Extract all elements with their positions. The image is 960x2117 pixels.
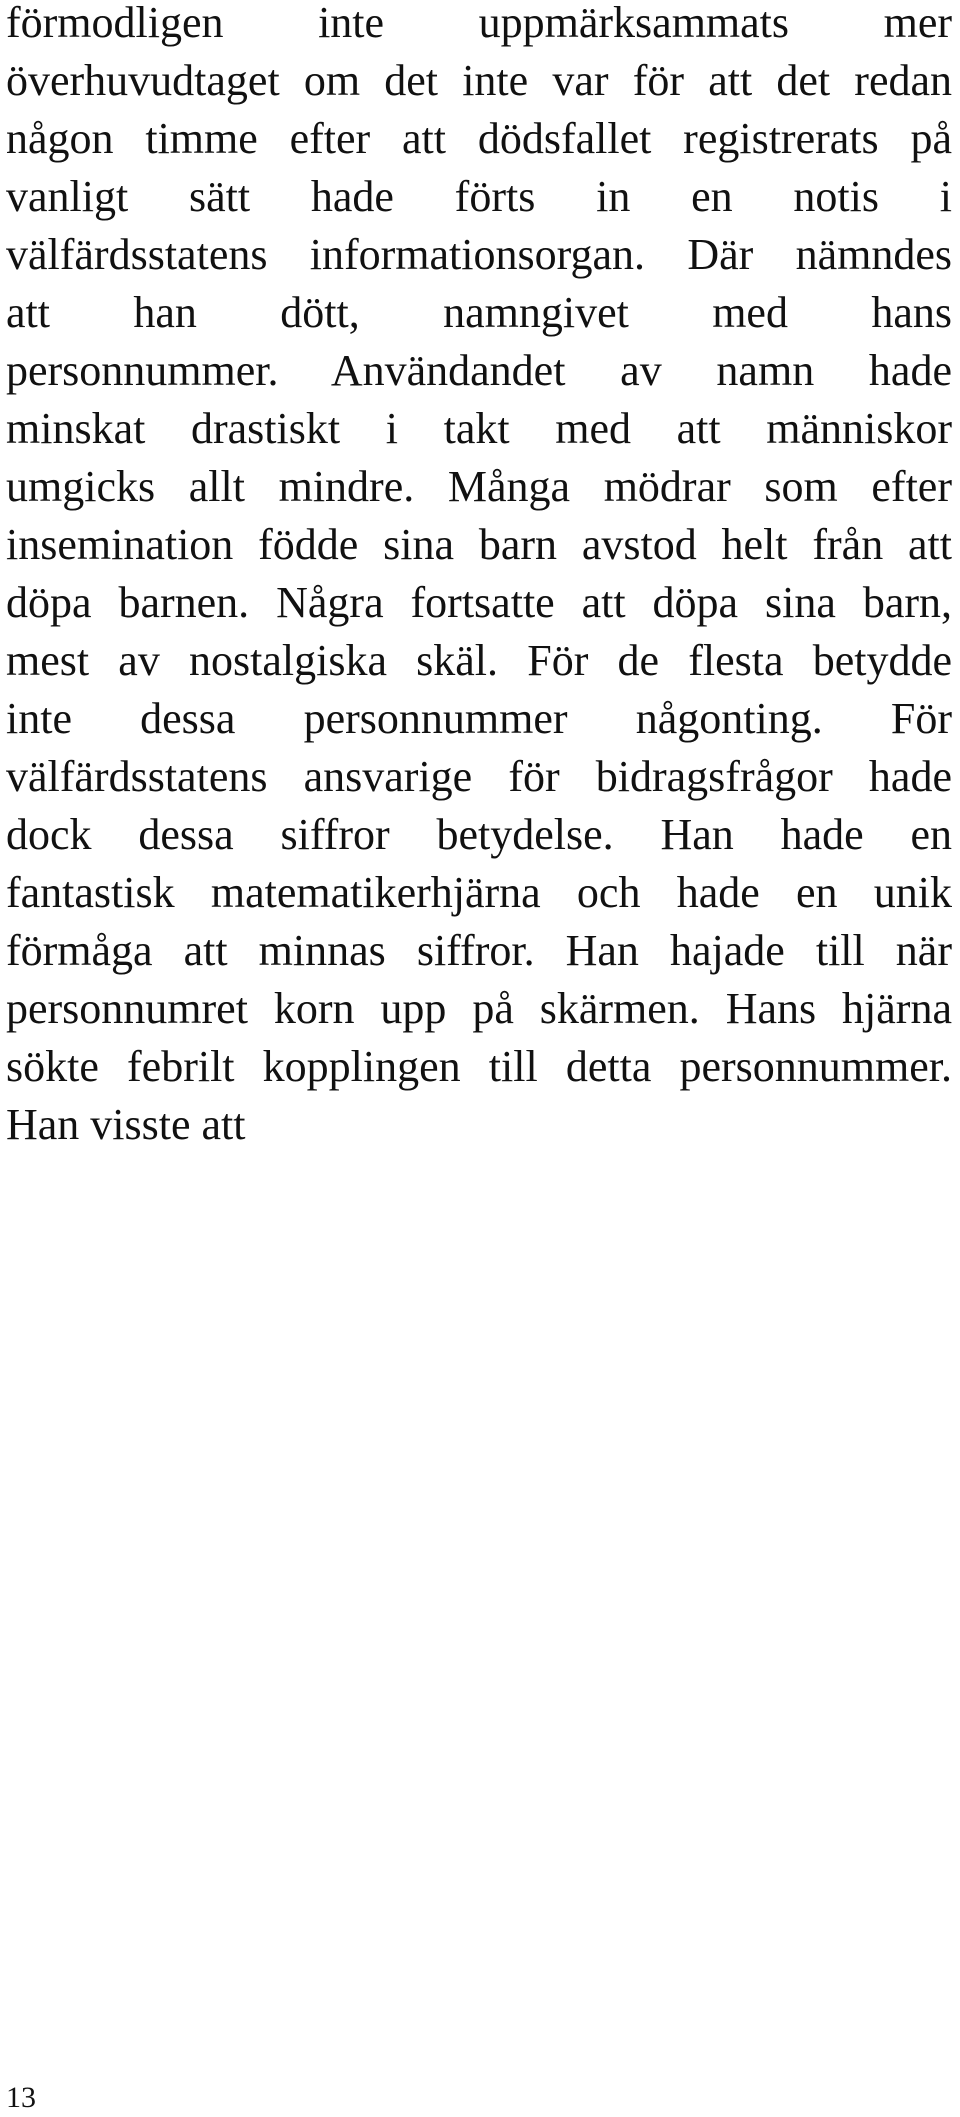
text-line: välfärdsstatens ansvarige för bidragsfrågor hade (6, 754, 952, 801)
text-line: personnummer. Användandet av namn hade (6, 348, 952, 395)
text-line: inte dessa personnummer någonting. För (6, 696, 952, 743)
text-line: förmodligen inte uppmärksammats mer (6, 0, 952, 47)
text-line: överhuvudtaget om det inte var för att det redan (6, 58, 952, 105)
text-line: förmåga att minnas siffror. Han hajade till när (6, 928, 952, 975)
page-number: 13 (6, 2081, 36, 2114)
text-line: dock dessa siffror betydelse. Han hade en (6, 812, 952, 859)
text-line: fantastisk matematikerhjärna och hade en unik (6, 870, 952, 917)
text-line: minskat drastiskt i takt med att människor (6, 406, 952, 453)
body-text (6, 0, 952, 1160)
text-line: sökte febrilt kopplingen till detta personnummer. (6, 1044, 952, 1091)
text-line: vanligt sätt hade förts in en notis i (6, 174, 952, 221)
text-line: någon timme efter att dödsfallet registrerats på (6, 116, 952, 163)
text-line: döpa barnen. Några fortsatte att döpa sina barn, (6, 580, 952, 627)
text-line: umgicks allt mindre. Många mödrar som efter (6, 464, 952, 511)
text-line: mest av nostalgiska skäl. För de flesta betydde (6, 638, 952, 685)
text-line: insemination födde sina barn avstod helt från att (6, 522, 952, 569)
text-line: Han visste att (6, 1102, 246, 1149)
text-line: personnumret korn upp på skärmen. Hans hjärna (6, 986, 952, 1033)
text-line: välfärdsstatens informationsorgan. Där nämndes (6, 232, 952, 279)
text-line: att han dött, namngivet med hans (6, 290, 952, 337)
